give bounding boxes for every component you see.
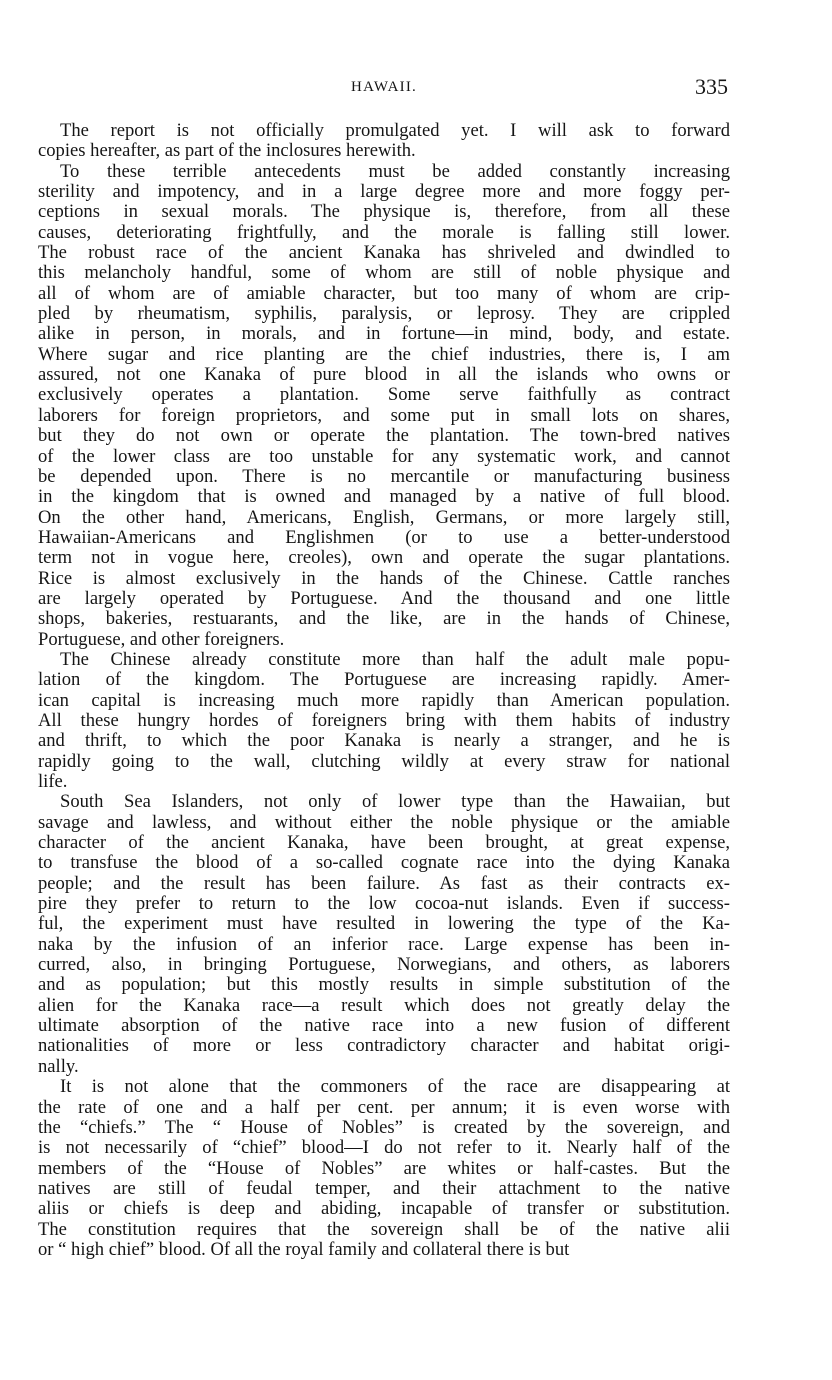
text-line: The Chinese already constitute more than half the adult male popu- bbox=[60, 648, 730, 670]
text-line: Where sugar and rice planting are the chief industries, there is, I am bbox=[38, 343, 730, 365]
text-line: pled by rheumatism, syphilis, paralysis, or leprosy. They are crippled bbox=[38, 303, 730, 325]
text-line: be depended upon. There is no mercantile or manufacturing business bbox=[38, 465, 730, 487]
running-title: HAWAII. bbox=[351, 79, 417, 95]
text-line: people; and the result has been failure. As fast as their contracts ex- bbox=[38, 872, 730, 894]
text-line: On the other hand, Americans, English, Germans, or more largely still, bbox=[38, 506, 730, 528]
page-number: 335 bbox=[695, 74, 728, 99]
text-line: term not in vogue here, creoles), own and operate the sugar plantations. bbox=[38, 547, 730, 569]
paragraph bbox=[38, 162, 730, 650]
text-line: to transfuse the blood of a so-called cognate race into the dying Kanaka bbox=[38, 852, 730, 874]
text-line: ful, the experiment must have resulted in lowering the type of the Ka- bbox=[38, 913, 730, 935]
paragraph bbox=[38, 1077, 730, 1260]
text-line: of the lower class are too unstable for any systematic work, and cannot bbox=[38, 445, 730, 467]
text-line: laborers for foreign proprietors, and some put in small lots on shares, bbox=[38, 404, 730, 426]
paragraph bbox=[38, 121, 730, 162]
text-line: is not necessarily of “chief” blood—I do not refer to it. Nearly half of the bbox=[38, 1137, 730, 1159]
text-line: natives are still of feudal temper, and their attachment to the native bbox=[38, 1177, 730, 1199]
text-line: rapidly going to the wall, clutching wildly at every straw for national bbox=[38, 750, 730, 772]
text-line: shops, bakeries, restuarants, and the like, are in the hands of Chinese, bbox=[38, 608, 730, 630]
text-line: but they do not own or operate the plantation. The town-bred natives bbox=[38, 425, 730, 447]
paragraph bbox=[38, 650, 730, 792]
text-line: and as population; but this mostly results in simple substitution of the bbox=[38, 974, 730, 996]
text-line: sterility and impotency, and in a large degree more and more foggy per- bbox=[38, 181, 730, 203]
text-line: nally. bbox=[38, 1055, 79, 1077]
text-line: or “ high chief” blood. Of all the royal family and collateral there is but bbox=[38, 1238, 570, 1260]
text-line: causes, deteriorating frightfully, and the morale is falling still lower. bbox=[38, 221, 730, 243]
text-line: alike in person, in morals, and in fortune—in mind, body, and estate. bbox=[38, 323, 730, 345]
text-line: the “chiefs.” The “ House of Nobles” is created by the sovereign, and bbox=[38, 1116, 730, 1138]
text-line: copies hereafter, as part of the inclosures herewith. bbox=[38, 140, 416, 162]
text-line: members of the “House of Nobles” are whites or half-castes. But the bbox=[38, 1157, 730, 1179]
text-line: South Sea Islanders, not only of lower type than the Hawaiian, but bbox=[60, 791, 730, 813]
text-line: The report is not officially promulgated yet. I will ask to forward bbox=[60, 120, 730, 141]
text-line: life. bbox=[38, 771, 68, 792]
text-line: alien for the Kanaka race—a result which does not greatly delay the bbox=[38, 994, 730, 1016]
paragraph bbox=[38, 792, 730, 1077]
text-line: naka by the infusion of an inferior race. Large expense has been in- bbox=[38, 933, 730, 955]
text-line: aliis or chiefs is deep and abiding, incapable of transfer or substitution. bbox=[38, 1198, 730, 1220]
text-line: Hawaiian-Americans and Englishmen (or to use a better-understood bbox=[38, 526, 730, 548]
text-line: The robust race of the ancient Kanaka has shriveled and dwindled to bbox=[38, 242, 730, 264]
text-line: pire they prefer to return to the low cocoa-nut islands. Even if success- bbox=[38, 893, 730, 915]
text-line: all of whom are of amiable character, but too many of whom are crip- bbox=[38, 282, 730, 304]
text-line: savage and lawless, and without either the noble physique or the amiable bbox=[38, 811, 730, 833]
text-line: To these terrible antecedents must be added constantly increasing bbox=[60, 160, 730, 182]
text-line: It is not alone that the commoners of the race are disappearing at bbox=[60, 1076, 730, 1098]
text-line: ultimate absorption of the native race into a new fusion of different bbox=[38, 1015, 730, 1037]
text-line: ceptions in sexual morals. The physique is, therefore, from all these bbox=[38, 201, 730, 223]
text-line: in the kingdom that is owned and managed by a native of full blood. bbox=[38, 486, 730, 508]
text-line: and thrift, to which the poor Kanaka is nearly a stranger, and he is bbox=[38, 730, 730, 752]
text-line: The constitution requires that the sovereign shall be of the native alii bbox=[38, 1218, 730, 1240]
text-line: the rate of one and a half per cent. per annum; it is even worse with bbox=[38, 1096, 730, 1118]
text-line: this melancholy handful, some of whom are still of noble physique and bbox=[38, 262, 730, 284]
text-line: nationalities of more or less contradictory character and habitat origi- bbox=[38, 1035, 730, 1057]
text-line: curred, also, in bringing Portuguese, Norwegians, and others, as laborers bbox=[38, 954, 730, 976]
text-line: Portuguese, and other foreigners. bbox=[38, 628, 285, 650]
text-line: Rice is almost exclusively in the hands of the Chinese. Cattle ranches bbox=[38, 567, 730, 589]
text-line: lation of the kingdom. The Portuguese are increasing rapidly. Amer- bbox=[38, 669, 730, 691]
body-text bbox=[38, 121, 730, 1260]
text-line: ican capital is increasing much more rapidly than American population. bbox=[38, 689, 730, 711]
text-line: are largely operated by Portuguese. And the thousand and one little bbox=[38, 587, 730, 609]
text-line: exclusively operates a plantation. Some serve faithfully as contract bbox=[38, 384, 730, 406]
text-line: character of the ancient Kanaka, have been brought, at great expense, bbox=[38, 832, 730, 854]
page-header bbox=[38, 74, 730, 108]
text-line: assured, not one Kanaka of pure blood in all the islands who owns or bbox=[38, 364, 730, 386]
text-line: All these hungry hordes of foreigners bring with them habits of industry bbox=[38, 709, 730, 731]
